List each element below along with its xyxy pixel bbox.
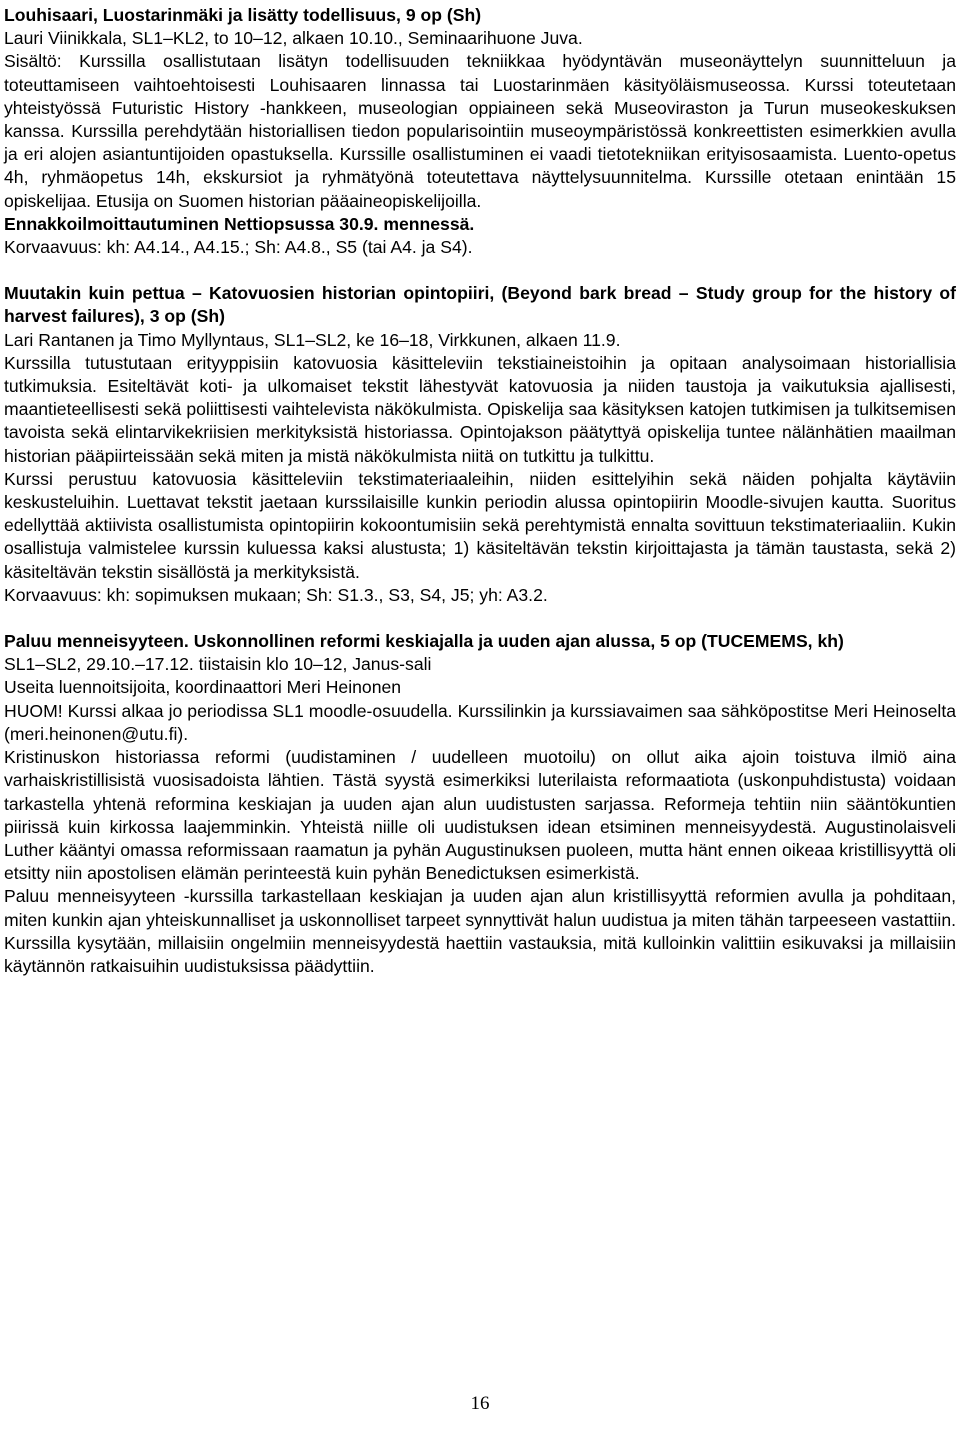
equivalence: Korvaavuus: kh: sopimuksen mukaan; Sh: S1.3., S3, S4, J5; yh: A3.2.: [4, 584, 548, 605]
course-description: Kurssilla tutustutaan erityyppisiin katovuosia käsitteleviin tekstiaineistoihin ja opitaan analysoimaan historiallisia tutkimuksia. Esiteltävät koti- ja ulkomaiset tekstit lähestyvät katovuosia ja niiden taustoja ja vaikutuksia ajallisesti, maantieteellisesti sekä poliittisesti vaihtelevista näkökulmista. Opiskelija saa käsityksen katojen tutkimisen ja tulkitsemisen tavoista sekä elintarvikekriisien merkityksistä historiassa. Opintojakson päätyttyä opiskelija tuntee nälänhätien maailman historian pääpiirteissään sekä miten ja mistä näkökulmista niitä on tutkittu ja tulkittu.: [4, 352, 956, 466]
course-note: HUOM! Kurssi alkaa jo periodissa SL1 moodle-osuudella. Kurssilinkin ja kurssiavaimen saa sähköpostitse Meri Heinoselta (meri.heinonen@utu.fi).: [4, 700, 956, 744]
course-description: Kurssi perustuu katovuosia käsitteleviin tekstimateriaaleihin, niiden esittelyihin sekä näiden pohjalta käytäviin keskusteluihin. Luettavat tekstit jaetaan kurssilaisille kunkin periodin alussa opintopiirin Moodle-sivujen kautta. Suoritus edellyttää aktiivista osallistumista opintopiirin kokoontumisiin sekä perehtymistä ennalta sovittuun tekstimateriaaliin. Kukin osallistuja valmistelee kurssin kuluessa kaksi alustusta; 1) käsiteltävän tekstin kirjoittajasta ja tämän taustasta, sekä 2) käsiteltävän tekstin sisällöstä ja merkityksistä.: [4, 468, 956, 582]
course-description: Kristinuskon historiassa reformi (uudistaminen / uudelleen muotoilu) on ollut aika ajoin toistuva ilmiö aina varhaiskristillisistä vuosisadoista lähtien. Tästä syystä esimerkiksi luterilaista reformaatiota (uskonpuhdistusta) voidaan tarkastella yhtenä reformina keskiajan ja uuden ajan alun uudistusten sarjassa. Reformeja tehtiin niin sääntökuntien piirissä kuin kirkossa laajemminkin. Yhteistä niille oli uudistuksen idean etsiminen menneisyydestä. Augustinolaisveli Luther kääntyi omassa reformissaan raamatun ja pyhän Augustinuksen puoleen, mutta hänt ennen oikeaa kristillisyyttä oli etsitty niin apostolisen elämän perinteestä kuin pyhän Benedictuksen esimerkistä.: [4, 747, 956, 884]
course-title: Louhisaari, Luostarinmäki ja lisätty todellisuus, 9 op (Sh): [4, 5, 482, 25]
spacer: [4, 607, 956, 630]
course-meta: Lari Rantanen ja Timo Myllyntaus, SL1–SL2, ke 16–18, Virkkunen, alkaen 11.9.: [4, 329, 621, 350]
course-paluu: [4, 630, 956, 978]
equivalence: Korvaavuus: kh: A4.14., A4.15.; Sh: A4.8., S5 (tai A4. ja S4).: [4, 237, 473, 258]
course-meta: SL1–SL2, 29.10.–17.12. tiistaisin klo 10–12, Janus-sali: [4, 654, 432, 675]
spacer: [4, 259, 956, 282]
course-description: Sisältö: Kurssilla osallistutaan lisätyn todellisuuden tekniikkaa hyödyntävän museonäyttelyn suunnitteluun ja toteuttamiseen vaihtoehtoisesti Louhisaaren linnassa tai Luostarinmäen käsityöläismuseossa. Kurssi toteutetaan yhteistyössä Futuristic History -hankkeen, museologian oppiaineen sekä Museoviraston ja Turun museokeskuksen kanssa. Kurssilla perehdytään historiallisen tiedon popularisointiin museoympäristössä konkreettisten esimerkkien avulla ja eri alojen asiantuntijoiden opastuksella. Kurssille osallistuminen ei vaadi tietotekniikan erityisosaamista. Luento-opetus 4h, ryhmäopetus 14h, ekskursiot ja ryhmätyönä toteutettava näyttelysuunnitelma. Kurssille otetaan enintään 15 opiskelijaa. Etusija on Suomen historian pääaineopiskelijoilla.: [4, 51, 956, 211]
page-number: 16: [470, 1393, 490, 1414]
document-page: [4, 4, 956, 978]
course-louhisaari: [4, 4, 956, 259]
course-description: Paluu menneisyyteen -kurssilla tarkastellaan keskiajan ja uuden ajan alun kristillisyyttä reformien avulla ja pohditaan, miten kunkin ajan yhteiskunnalliset ja uskonnolliset tarpeet synnyttivät halun uudistua ja miten tähän tarpeeseen vastattiin. Kurssilla kysytään, millaisiin ongelmiin menneisyydestä haettiin vastauksia, mitä kulloinkin valittiin esikuvaksi ja millaisiin käytännön ratkaisuihin uudistuksissa päädyttiin.: [4, 886, 956, 976]
registration-note: Ennakkoilmoittautuminen Nettiopsussa 30.9. mennessä.: [4, 213, 475, 234]
course-title: Paluu menneisyyteen. Uskonnollinen reformi keskiajalla ja uuden ajan alussa, 5 op (TUCEMEMS, kh): [4, 631, 844, 652]
course-title: Muutakin kuin pettua – Katovuosien historian opintopiiri, (Beyond bark bread – Study group for the history of harvest failures), 3 op (Sh): [4, 283, 956, 327]
course-meta: Lauri Viinikkala, SL1–KL2, to 10–12, alkaen 10.10., Seminaarihuone Juva.: [4, 28, 583, 49]
course-lecturers: Useita luennoitsijoita, koordinaattori Meri Heinonen: [4, 677, 402, 698]
course-katovuosi: [4, 282, 956, 607]
